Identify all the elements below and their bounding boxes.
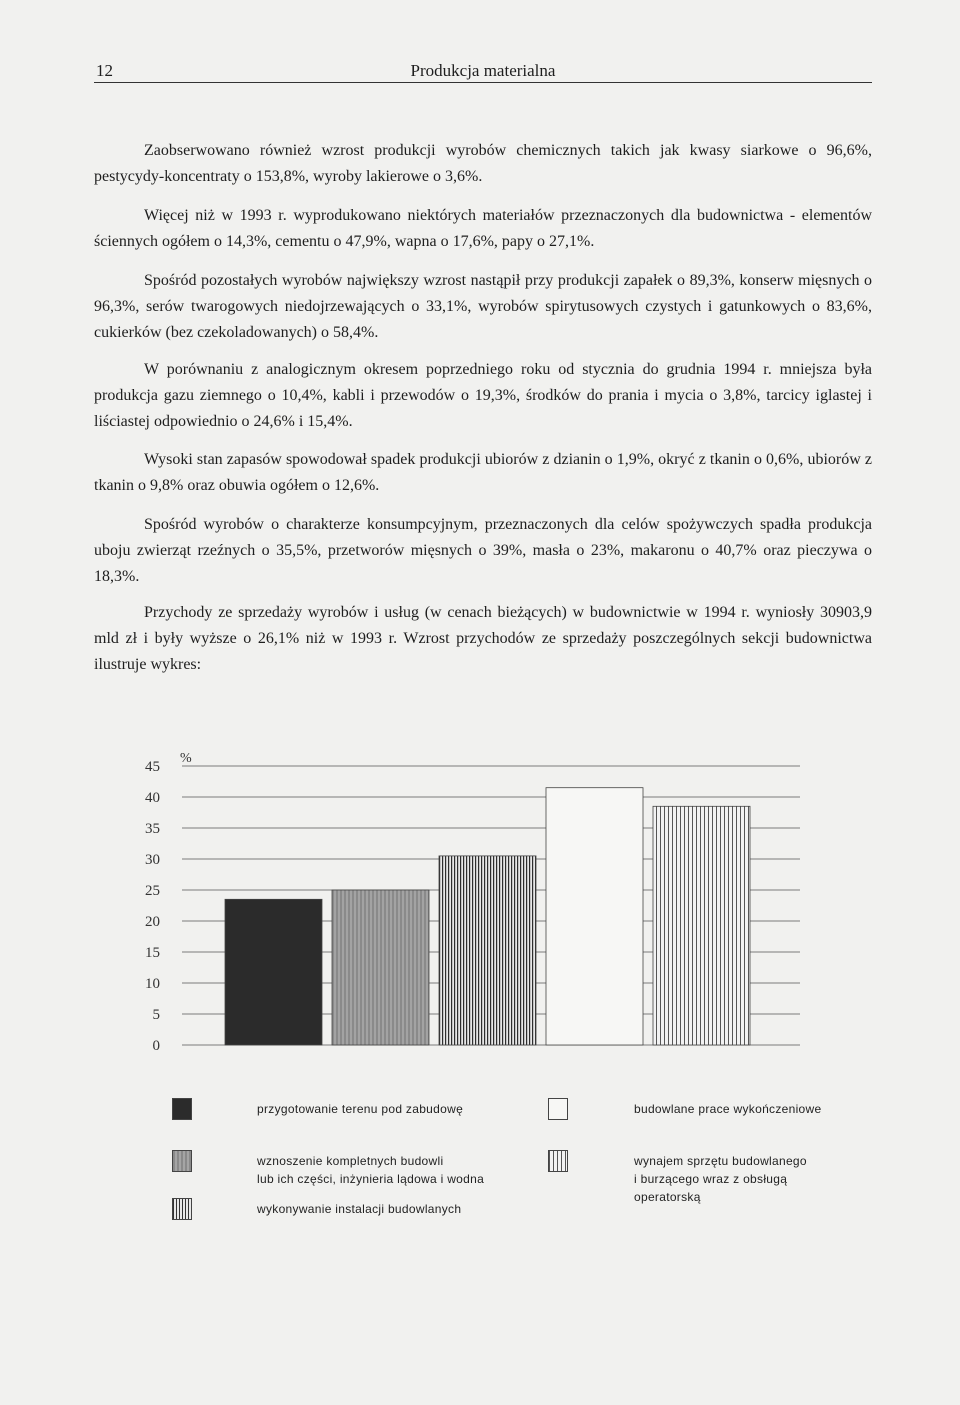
legend-label-cont: i burzącego wraz z obsługą [634, 1172, 788, 1186]
legend-swatch [172, 1098, 192, 1120]
paragraph-other-products: Spośród pozostałych wyrobów największy wzrost nastąpił przy produkcji zapałek o 89,3%, konserw mięsnych o 96,3%, serów twarogowych niedojrzewających o 33,1%, wyrobów spirytusowych czystych i gatunkowych o 83,6%, cukierków (bez czekoladowanych) o 58,4%. [94, 272, 872, 341]
legend-label: wynajem sprzętu budowlanego [634, 1154, 807, 1168]
legend-label: wykonywanie instalacji budowlanych [257, 1202, 462, 1216]
legend-swatch [548, 1098, 568, 1120]
legend-label: wznoszenie kompletnych budowli [257, 1154, 444, 1168]
bar-2 [332, 890, 429, 1045]
bar-1 [225, 899, 322, 1045]
legend-label: przygotowanie terenu pod zabudowę [257, 1102, 464, 1116]
legend-label: budowlane prace wykończeniowe [634, 1102, 822, 1116]
bar-4 [546, 788, 643, 1045]
bar-5 [653, 806, 750, 1045]
chart-bars [225, 788, 750, 1045]
y-tick-label-40: 40 [145, 790, 160, 806]
legend-label-cont: lub ich części, inżynieria lądowa i wodna [257, 1172, 485, 1186]
y-tick-label-25: 25 [145, 883, 160, 899]
y-axis-ticks [145, 759, 160, 1054]
legend-label-cont: operatorską [634, 1190, 701, 1204]
legend-swatch [172, 1150, 192, 1172]
y-tick-label-30: 30 [145, 852, 160, 868]
y-axis-unit: % [180, 751, 192, 766]
paragraph-building-materials: Więcej niż w 1993 r. wyprodukowano niektórych materiałów przeznaczonych dla budownictwa - elementów ściennych ogółem o 14,3%, cementu o 47,9%, wapna o 17,6%, papy o 27,1%. [94, 207, 872, 250]
y-tick-label-0: 0 [152, 1038, 160, 1054]
y-tick-label-10: 10 [145, 976, 160, 992]
legend-swatch [548, 1150, 568, 1172]
paragraph-clothing: Wysoki stan zapasów spowodował spadek produkcji ubiorów z dzianin o 1,9%, okryć z tkanin o 0,6%, ubiorów z tkanin o 9,8% oraz obuwia ogółem o 12,6%. [94, 451, 872, 494]
page-header [94, 60, 872, 83]
paragraph-food: Spośród wyrobów o charakterze konsumpcyjnym, przeznaczonych dla celów spożywczych spadła produkcja uboju zwierząt rzeźnych o 35,5%, przetworów mięsnych o 39%, masła o 23%, makaronu o 40,7% oraz pieczywa o 18,3%. [94, 516, 872, 585]
y-tick-label-20: 20 [145, 914, 160, 930]
bar-3 [439, 856, 536, 1045]
page-number: 12 [96, 61, 113, 80]
y-tick-label-15: 15 [145, 945, 160, 961]
legend-swatch [172, 1198, 192, 1220]
paragraph-construction-revenue: Przychody ze sprzedaży wyrobów i usług (w cenach bieżących) w budownictwie w 1994 r. wyniosły 30903,9 mld zł i były wyższe o 26,1% niż w 1993 r. Wzrost przychodów ze sprzedaży poszczególnych sekcji budownictwa ilustruje wykres: [94, 604, 872, 673]
paragraph-decreases: W porównaniu z analogicznym okresem poprzedniego roku od stycznia do grudnia 1994 r. mniejsza była produkcja gazu ziemnego o 10,4%, kabli i przewodów o 19,3%, środków do prania i mycia o 3,8%, tarcicy iglastej i liściastej odpowiednio o 24,6% i 15,4%. [94, 361, 872, 430]
y-tick-label-35: 35 [145, 821, 160, 837]
paragraph-chemicals: Zaobserwowano również wzrost produkcji wyrobów chemicznych takich jak kwasy siarkowe o 96,6%, pestycydy-koncentraty o 153,8%, wyroby lakierowe o 3,6%. [94, 142, 872, 185]
running-title: Produkcja materialna [410, 61, 556, 80]
construction-sections-bar-chart [100, 738, 820, 1060]
y-tick-label-5: 5 [152, 1007, 160, 1023]
y-tick-label-45: 45 [145, 759, 160, 775]
